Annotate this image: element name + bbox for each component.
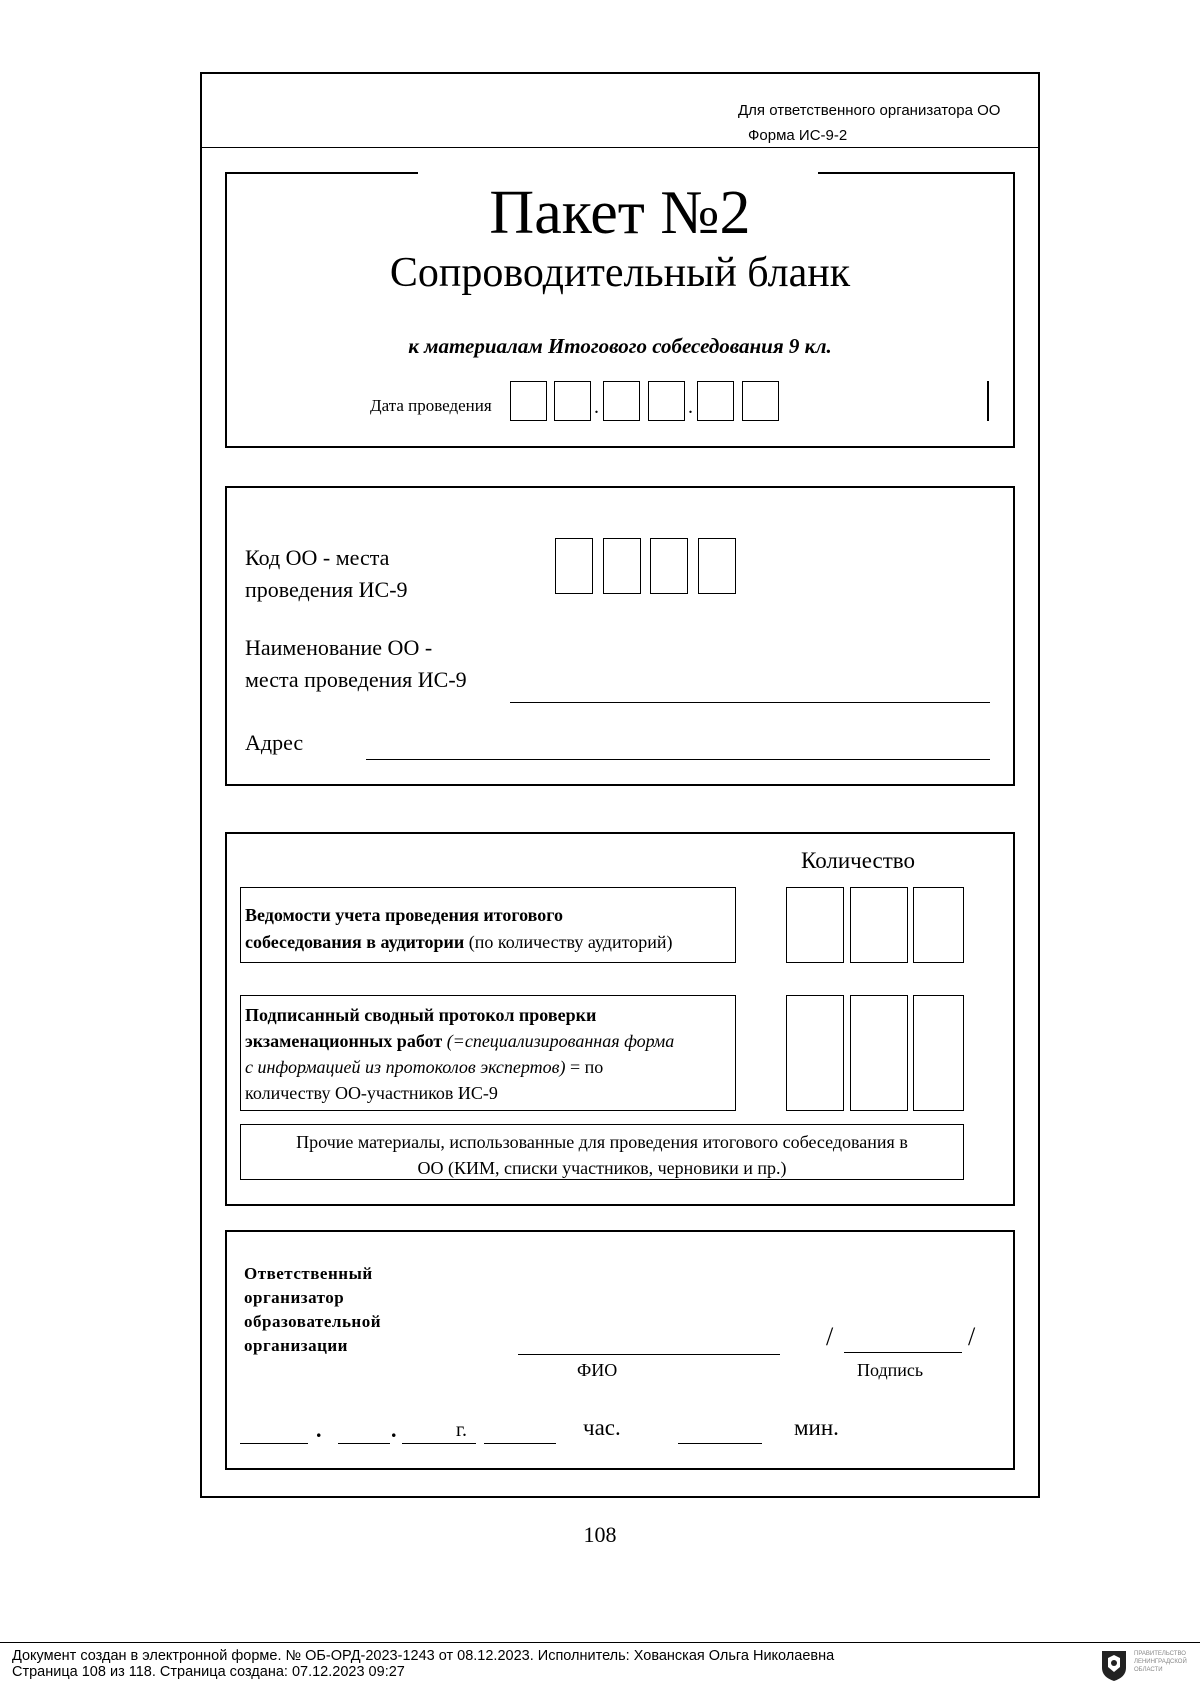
year-suffix: г. xyxy=(456,1419,467,1441)
quantity-statements-digit-3[interactable] xyxy=(913,887,964,963)
org-name-field[interactable] xyxy=(510,702,990,703)
org-code-digit-1[interactable] xyxy=(555,538,593,594)
slash: / xyxy=(968,1322,976,1351)
header-divider xyxy=(200,147,1040,148)
signature-label: Подпись xyxy=(857,1360,924,1380)
quantity-header: Количество xyxy=(801,848,915,873)
date-year-digit-2[interactable] xyxy=(742,381,779,421)
signature-field[interactable] xyxy=(844,1352,962,1353)
year-field[interactable] xyxy=(402,1443,476,1444)
footer-text: Документ создан в электронной форме. № ОБ-ОРД-2023-1243 от 08.12.2023. Исполнитель: Хованская Ольга Николаевна Страница 108 из 118. Страница создана: 07.12.2023 09:27 xyxy=(12,1648,835,1680)
org-name-label: Наименование ОО - места проведения ИС-9 xyxy=(245,635,467,692)
materials-item-statements: Ведомости учета проведения итогового собеседования в аудитории (по количеству аудиторий) xyxy=(240,887,736,963)
hours-label: час. xyxy=(583,1415,621,1440)
address-label: Адрес xyxy=(245,730,304,755)
form-label: Форма ИС-9-2 xyxy=(748,127,848,144)
government-logo-text: ПРАВИТЕЛЬСТВО ЛЕНИНГРАДСКОЙ ОБЛАСТИ xyxy=(1134,1651,1187,1673)
date-day-digit-1[interactable] xyxy=(510,381,547,421)
org-code-digit-2[interactable] xyxy=(603,538,641,594)
fio-label: ФИО xyxy=(577,1360,618,1380)
minutes-field[interactable] xyxy=(678,1443,762,1444)
minutes-label: мин. xyxy=(794,1415,839,1440)
quantity-statements-digit-2[interactable] xyxy=(850,887,908,963)
date-month-digit-2[interactable] xyxy=(648,381,685,421)
blank-title: Сопроводительный бланк xyxy=(389,250,851,296)
code-label: Код ОО - места проведения ИС-9 xyxy=(245,545,408,602)
responsible-label: Для ответственного организатора ОО xyxy=(738,102,1001,119)
government-emblem-icon xyxy=(1098,1648,1130,1682)
day-field[interactable] xyxy=(240,1443,308,1444)
vertical-mark xyxy=(987,381,989,421)
hours-field[interactable] xyxy=(484,1443,556,1444)
footer-divider xyxy=(0,1642,1200,1643)
date-separator: . xyxy=(688,396,693,418)
date-separator: . xyxy=(594,396,599,418)
quantity-protocol-digit-1[interactable] xyxy=(786,995,844,1111)
slash: / xyxy=(826,1322,834,1351)
page-number: 108 xyxy=(583,1522,617,1547)
date-dot: . xyxy=(391,1417,397,1442)
org-code-digit-3[interactable] xyxy=(650,538,688,594)
materials-item-protocol: Подписанный сводный протокол проверки экзаменационных работ (=специализированная форма с информацией из протоколов экспертов) = по количеству ОО-участников ИС-9 xyxy=(240,995,736,1111)
address-field[interactable] xyxy=(366,759,990,760)
date-day-digit-2[interactable] xyxy=(554,381,591,421)
date-year-digit-1[interactable] xyxy=(697,381,734,421)
quantity-protocol-digit-2[interactable] xyxy=(850,995,908,1111)
date-dot: . xyxy=(316,1417,322,1442)
month-field[interactable] xyxy=(338,1443,390,1444)
fio-field[interactable] xyxy=(518,1354,780,1355)
materials-item-other: Прочие материалы, использованные для проведения итогового собеседования в ОО (КИМ, списки участников, черновики и пр.) xyxy=(240,1124,964,1180)
packet-title: Пакет №2 xyxy=(489,179,751,247)
date-label: Дата проведения xyxy=(370,396,492,415)
quantity-protocol-digit-3[interactable] xyxy=(913,995,964,1111)
quantity-statements-digit-1[interactable] xyxy=(786,887,844,963)
date-month-digit-1[interactable] xyxy=(603,381,640,421)
subtitle: к материалам Итогового собеседования 9 кл. xyxy=(408,334,832,358)
org-code-digit-4[interactable] xyxy=(698,538,736,594)
responsible-organizer-label: Ответственный организатор образовательной организации xyxy=(244,1264,382,1355)
